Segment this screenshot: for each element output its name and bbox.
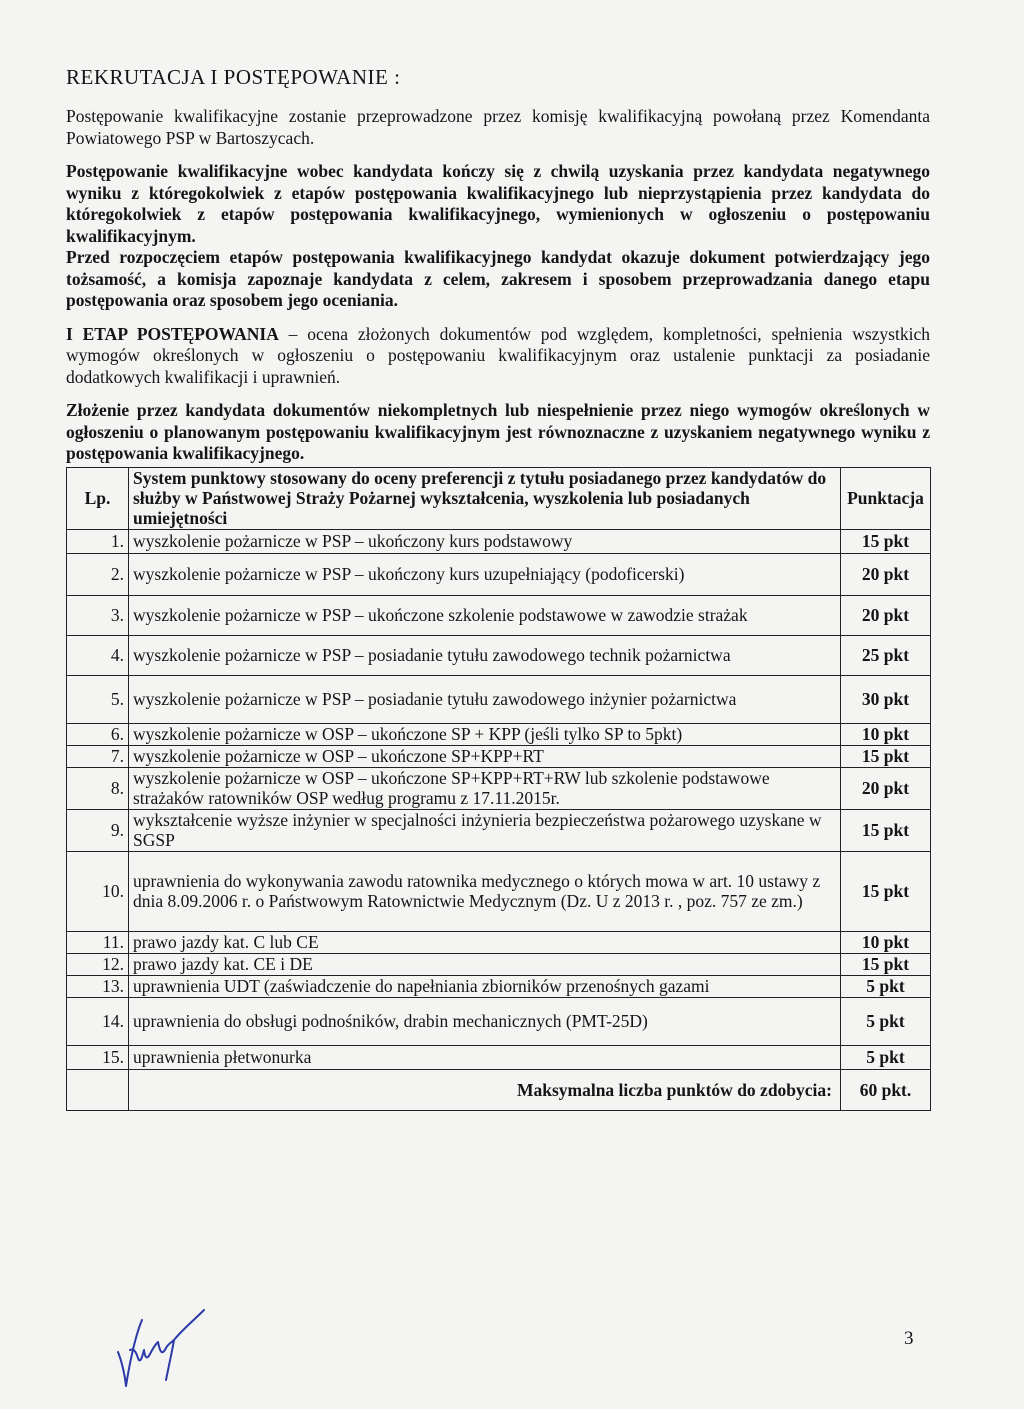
row-points: 25 pkt bbox=[841, 635, 931, 675]
row-number: 8. bbox=[67, 767, 129, 809]
row-description: wyszkolenie pożarnicze w OSP – ukończone SP + KPP (jeśli tylko SP to 5pkt) bbox=[129, 723, 841, 745]
header-lp: Lp. bbox=[67, 467, 129, 529]
row-description: wyszkolenie pożarnicze w OSP – ukończone SP+KPP+RT bbox=[129, 745, 841, 767]
row-description: wyszkolenie pożarnicze w PSP – posiadanie tytułu zawodowego inżynier pożarnictwa bbox=[129, 675, 841, 723]
row-points: 5 pkt bbox=[841, 997, 931, 1045]
row-description: prawo jazdy kat. C lub CE bbox=[129, 931, 841, 953]
row-points: 5 pkt bbox=[841, 1045, 931, 1069]
page-number: 3 bbox=[904, 1328, 914, 1349]
row-number: 2. bbox=[67, 553, 129, 595]
row-description: uprawnienia do obsługi podnośników, drabin mechanicznych (PMT-25D) bbox=[129, 997, 841, 1045]
table-row bbox=[67, 529, 931, 553]
paragraph-commission: Postępowanie kwalifikacyjne zostanie przeprowadzone przez komisję kwalifikacyjną powołaną przez Komendanta Powiatowego PSP w Bartoszycach. bbox=[66, 106, 930, 148]
points-table bbox=[66, 467, 931, 1111]
row-description: wykształcenie wyższe inżynier w specjalności inżynieria bezpieczeństwa pożarowego uzyskane w SGSP bbox=[129, 809, 841, 851]
table-row bbox=[67, 723, 931, 745]
paragraph-stage-one bbox=[66, 324, 930, 389]
section-heading: REKRUTACJA I POSTĘPOWANIE : bbox=[66, 65, 401, 89]
row-number: 5. bbox=[67, 675, 129, 723]
row-points: 15 pkt bbox=[841, 953, 931, 975]
row-description: uprawnienia do wykonywania zawodu ratownika medycznego o których mowa w art. 10 ustawy z dnia 8.09.2006 r. o Państwowym Ratownictwie Medycznym (Dz. U z 2013 r. , poz. 757 ze zm.) bbox=[129, 851, 841, 931]
row-number: 3. bbox=[67, 595, 129, 635]
table-row bbox=[67, 975, 931, 997]
row-points: 10 pkt bbox=[841, 723, 931, 745]
row-number: 13. bbox=[67, 975, 129, 997]
row-number: 6. bbox=[67, 723, 129, 745]
table-row bbox=[67, 553, 931, 595]
row-points: 20 pkt bbox=[841, 767, 931, 809]
row-number: 9. bbox=[67, 809, 129, 851]
row-number: 12. bbox=[67, 953, 129, 975]
stage-one-label: I ETAP POSTĘPOWANIA bbox=[66, 323, 279, 344]
row-description: wyszkolenie pożarnicze w PSP – ukończone szkolenie podstawowe w zawodzie strażak bbox=[129, 595, 841, 635]
table-row bbox=[67, 745, 931, 767]
handwritten-signature bbox=[112, 1300, 222, 1390]
row-description: uprawnienia płetwonurka bbox=[129, 1045, 841, 1069]
row-number: 14. bbox=[67, 997, 129, 1045]
row-points: 15 pkt bbox=[841, 851, 931, 931]
row-points: 20 pkt bbox=[841, 595, 931, 635]
table-row bbox=[67, 595, 931, 635]
table-row bbox=[67, 767, 931, 809]
row-description: wyszkolenie pożarnicze w PSP – ukończony kurs podstawowy bbox=[129, 529, 841, 553]
table-row bbox=[67, 1045, 931, 1069]
table-row bbox=[67, 851, 931, 931]
row-points: 15 pkt bbox=[841, 745, 931, 767]
row-points: 15 pkt bbox=[841, 809, 931, 851]
table-header-row bbox=[67, 467, 931, 529]
row-number: 7. bbox=[67, 745, 129, 767]
row-number: 15. bbox=[67, 1045, 129, 1069]
row-number: 1. bbox=[67, 529, 129, 553]
paragraph-incomplete-documents: Złożenie przez kandydata dokumentów niekompletnych lub niespełnienie przez niego wymogów określonych w ogłoszeniu o planowanym postępowaniu kwalifikacyjnym jest równoznaczne z uzyskaniem negatywnego wyniku z postępowania kwalifikacyjnego. bbox=[66, 400, 930, 463]
paragraph-identity-check: Przed rozpoczęciem etapów postępowania kwalifikacyjnego kandydat okazuje dokument potwierdzający jego tożsamość, a komisja zapoznaje kandydata z celem, zakresem i sposobem przeprowadzania danego etapu postępowania oraz sposobem jego oceniania. bbox=[66, 247, 930, 310]
paragraph-negative-result: Postępowanie kwalifikacyjne wobec kandydata kończy się z chwilą uzyskania przez kandydata negatywnego wyniku z któregokolwiek z etapów postępowania kwalifikacyjnego lub nieprzystąpienia przez kandydata do któregokolwiek z etapów postępowania kwalifikacyjnego, wymienionych w ogłoszeniu o postępowaniu kwalifikacyjnym. bbox=[66, 161, 930, 246]
row-description: wyszkolenie pożarnicze w OSP – ukończone SP+KPP+RT+RW lub szkolenie podstawowe strażaków ratowników OSP według programu z 17.11.2015r. bbox=[129, 767, 841, 809]
max-points-value: 60 pkt. bbox=[841, 1069, 931, 1110]
table-row bbox=[67, 931, 931, 953]
table-body bbox=[67, 529, 931, 1069]
header-points: Punktacja bbox=[841, 467, 931, 529]
row-description: wyszkolenie pożarnicze w PSP – posiadanie tytułu zawodowego technik pożarnictwa bbox=[129, 635, 841, 675]
table-row bbox=[67, 953, 931, 975]
row-points: 5 pkt bbox=[841, 975, 931, 997]
row-number: 10. bbox=[67, 851, 129, 931]
header-description: System punktowy stosowany do oceny preferencji z tytułu posiadanego przez kandydatów do służby w Państwowej Straży Pożarnej wykształcenia, wyszkolenia lub posiadanych umiejętności bbox=[129, 467, 841, 529]
row-description: prawo jazdy kat. CE i DE bbox=[129, 953, 841, 975]
row-number: 4. bbox=[67, 635, 129, 675]
row-points: 10 pkt bbox=[841, 931, 931, 953]
row-description: uprawnienia UDT (zaświadczenie do napełniania zbiorników przenośnych gazami bbox=[129, 975, 841, 997]
document-content bbox=[66, 64, 930, 1111]
max-points-label: Maksymalna liczba punktów do zdobycia: bbox=[129, 1069, 841, 1110]
row-description: wyszkolenie pożarnicze w PSP – ukończony kurs uzupełniający (podoficerski) bbox=[129, 553, 841, 595]
stage-one-description: – ocena złożonych dokumentów pod względem, kompletności, spełnienia wszystkich wymogów określonych w ogłoszeniu o postępowaniu kwalifikacyjnym oraz ustalenie punktacji za posiadanie dodatkowych kwalifikacji i uprawnień. bbox=[66, 323, 930, 387]
table-row bbox=[67, 635, 931, 675]
table-row bbox=[67, 809, 931, 851]
row-number: 11. bbox=[67, 931, 129, 953]
table-row bbox=[67, 997, 931, 1045]
row-points: 20 pkt bbox=[841, 553, 931, 595]
row-points: 30 pkt bbox=[841, 675, 931, 723]
table-footer-row bbox=[67, 1069, 931, 1110]
table-row bbox=[67, 675, 931, 723]
row-points: 15 pkt bbox=[841, 529, 931, 553]
